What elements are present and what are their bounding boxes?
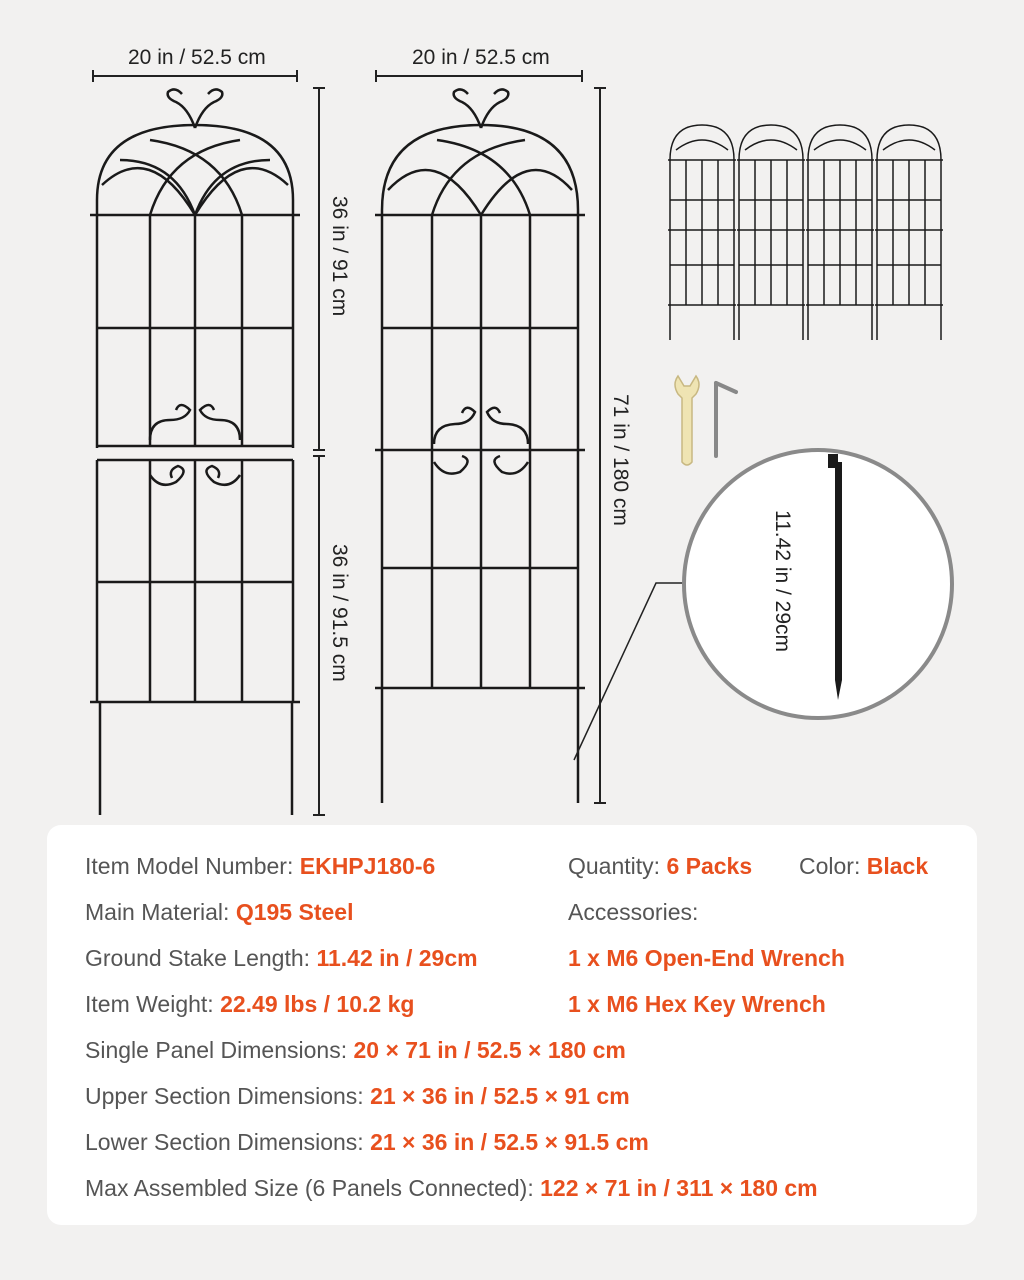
accessory-wrench bbox=[568, 945, 845, 972]
weight-label: Item Weight: bbox=[85, 991, 214, 1017]
spec-single-panel bbox=[85, 1037, 626, 1064]
material-value: Q195 Steel bbox=[235, 899, 354, 925]
spec-weight bbox=[85, 991, 414, 1018]
spec-quantity bbox=[568, 853, 752, 880]
lower-height-label: 36 in / 91.5 cm bbox=[328, 544, 351, 682]
spec-model bbox=[85, 853, 435, 880]
weight-value: 22.49 lbs / 10.2 kg bbox=[220, 991, 415, 1017]
single-label: Single Panel Dimensions: bbox=[85, 1037, 348, 1063]
stake-value: 11.42 in / 29cm bbox=[316, 945, 478, 971]
upper-label: Upper Section Dimensions: bbox=[85, 1083, 364, 1109]
model-value: EKHPJ180-6 bbox=[299, 853, 436, 879]
lower-section-panel bbox=[90, 460, 300, 815]
color-label: Color: bbox=[799, 853, 861, 879]
stake-length-label: 11.42 in / 29cm bbox=[771, 510, 794, 653]
single-value: 20 × 71 in / 52.5 × 180 cm bbox=[353, 1037, 626, 1063]
upper-height-label: 36 in / 91 cm bbox=[328, 196, 351, 317]
max-value: 122 × 71 in / 311 × 180 cm bbox=[540, 1175, 818, 1201]
total-height-label: 71 in / 180 cm bbox=[609, 394, 632, 526]
spec-card bbox=[47, 825, 977, 1225]
spec-accessories bbox=[568, 899, 698, 926]
model-label: Item Model Number: bbox=[85, 853, 294, 879]
spec-max-size bbox=[85, 1175, 818, 1202]
material-label: Main Material: bbox=[85, 899, 230, 925]
spec-stake bbox=[85, 945, 478, 972]
lower-label: Lower Section Dimensions: bbox=[85, 1129, 364, 1155]
accessories-label: Accessories: bbox=[568, 899, 699, 925]
spec-color bbox=[799, 853, 928, 880]
accessory-2: 1 x M6 Hex Key Wrench bbox=[568, 991, 826, 1017]
quantity-value: 6 Packs bbox=[666, 853, 753, 879]
upper-width-label: 20 in / 52.5 cm bbox=[128, 46, 266, 69]
full-width-label: 20 in / 52.5 cm bbox=[412, 46, 550, 69]
upper-value: 21 × 36 in / 52.5 × 91 cm bbox=[370, 1083, 630, 1109]
accessory-1: 1 x M6 Open-End Wrench bbox=[568, 945, 845, 971]
open-end-wrench-icon bbox=[675, 376, 699, 465]
stake-label: Ground Stake Length: bbox=[85, 945, 311, 971]
quantity-label: Quantity: bbox=[568, 853, 661, 879]
spec-lower-section bbox=[85, 1129, 649, 1156]
color-value: Black bbox=[866, 853, 929, 879]
full-panel bbox=[375, 89, 585, 803]
upper-section-panel bbox=[90, 89, 300, 448]
spec-material bbox=[85, 899, 353, 926]
spec-upper-section bbox=[85, 1083, 630, 1110]
lower-value: 21 × 36 in / 52.5 × 91.5 cm bbox=[370, 1129, 649, 1155]
accessory-hex bbox=[568, 991, 826, 1018]
max-label: Max Assembled Size (6 Panels Connected): bbox=[85, 1175, 534, 1201]
four-panel-fence bbox=[668, 125, 943, 340]
hex-key-icon bbox=[716, 383, 736, 456]
